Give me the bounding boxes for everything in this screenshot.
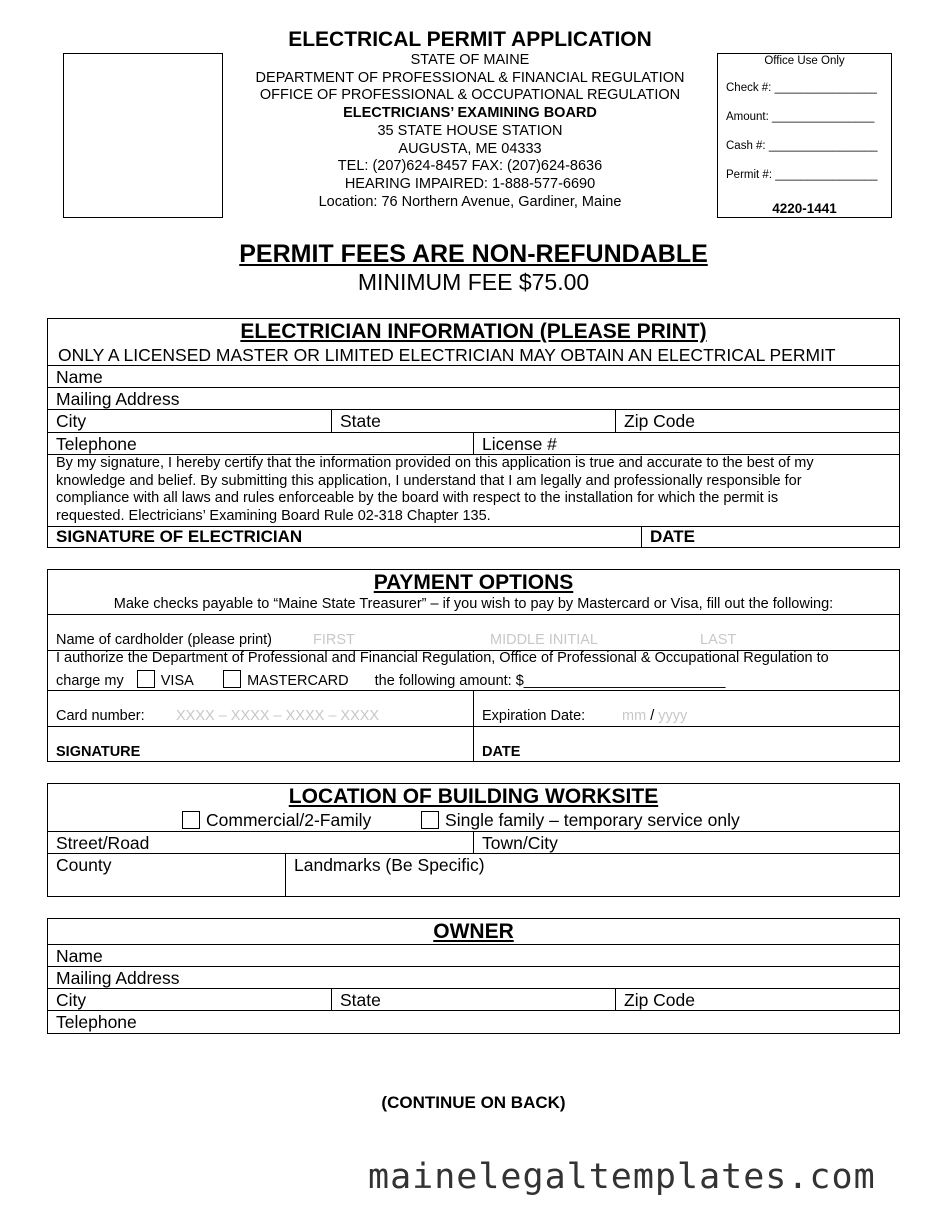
- header-line-state: STATE OF MAINE: [410, 52, 530, 68]
- commercial-label: Commercial/2-Family: [206, 810, 372, 830]
- header-line-board: ELECTRICIANS’ EXAMINING BOARD: [343, 105, 597, 122]
- continue-on-back: (CONTINUE ON BACK): [381, 1093, 566, 1112]
- header-line-hearing: HEARING IMPAIRED: 1-888-577-6690: [344, 175, 596, 192]
- office-cash-field: Cash #: _________________: [726, 140, 878, 152]
- electrician-city-field[interactable]: City: [56, 411, 87, 431]
- logo-placeholder-box: [63, 53, 223, 218]
- worksite-street-field[interactable]: Street/Road: [56, 833, 150, 853]
- electrician-eligibility-note: ONLY A LICENSED MASTER OR LIMITED ELECTRICIAN MAY OBTAIN AN ELECTRICAL PERMIT: [58, 345, 836, 365]
- header-line-office: OFFICE OF PROFESSIONAL & OCCUPATIONAL REGULATION: [259, 87, 681, 104]
- form-title: ELECTRICAL PERMIT APPLICATION: [288, 28, 652, 51]
- owner-section-title: OWNER: [433, 920, 514, 943]
- header-line-station: 35 STATE HOUSE STATION: [377, 122, 563, 139]
- header-line-location: Location: 76 Northern Avenue, Gardiner, Maine: [318, 193, 622, 210]
- non-refundable-notice: PERMIT FEES ARE NON-REFUNDABLE: [239, 240, 708, 268]
- office-amount-field: Amount: ________________: [726, 111, 875, 123]
- owner-mailing-field[interactable]: Mailing Address: [56, 968, 180, 988]
- worksite-county-field[interactable]: County: [56, 855, 112, 875]
- minimum-fee: MINIMUM FEE $75.00: [357, 269, 590, 295]
- owner-city-field[interactable]: City: [56, 990, 87, 1010]
- header-line-department: DEPARTMENT OF PROFESSIONAL & FINANCIAL REGULATION: [255, 69, 685, 86]
- worksite-town-field[interactable]: Town/City: [482, 833, 558, 853]
- owner-zip-field[interactable]: Zip Code: [624, 990, 696, 1010]
- electrician-license-field[interactable]: License #: [482, 434, 557, 454]
- exp-separator: /: [650, 708, 655, 724]
- payment-section: [47, 569, 900, 762]
- header-line-phone: TEL: (207)624-8457 FAX: (207)624-8636: [337, 158, 603, 175]
- card-number-label: Card number:: [56, 708, 145, 724]
- worksite-landmarks-field[interactable]: Landmarks (Be Specific): [294, 855, 485, 875]
- card-number-input[interactable]: XXXX – XXXX – XXXX – XXXX: [176, 708, 380, 724]
- charge-line: [56, 670, 725, 691]
- owner-telephone-field[interactable]: Telephone: [56, 1012, 137, 1032]
- office-permit-field: Permit #: ________________: [726, 169, 878, 181]
- certification-line-4: requested. Electricians’ Examining Board Rule 02-318 Chapter 135.: [56, 507, 491, 524]
- owner-state-field[interactable]: State: [340, 990, 381, 1010]
- electrician-signature-field[interactable]: SIGNATURE OF ELECTRICIAN: [56, 527, 303, 546]
- electrician-mailing-field[interactable]: Mailing Address: [56, 389, 180, 409]
- payment-instructions: Make checks payable to “Maine State Treasurer” – if you wish to pay by Mastercard or Visa, fill out the following:: [113, 596, 834, 612]
- mastercard-checkbox[interactable]: [223, 670, 241, 688]
- single-family-label: Single family – temporary service only: [445, 810, 740, 830]
- payment-signature-field[interactable]: SIGNATURE: [56, 744, 141, 760]
- expiration-input[interactable]: [622, 708, 687, 726]
- electrician-section: [47, 318, 900, 548]
- expiration-label: Expiration Date:: [482, 708, 586, 724]
- payment-date-field[interactable]: DATE: [482, 744, 521, 760]
- cardholder-label: Name of cardholder (please print): [56, 632, 272, 648]
- single-family-checkbox[interactable]: [421, 811, 439, 829]
- form-code: 4220-1441: [772, 201, 837, 216]
- certification-line-1: By my signature, I hereby certify that the information provided on this application is true and accurate to the best of my: [56, 455, 814, 471]
- visa-checkbox[interactable]: [137, 670, 155, 688]
- office-check-field: Check #: ________________: [726, 82, 877, 94]
- agency-header: [228, 28, 712, 211]
- exp-year-placeholder: yyyy: [658, 708, 688, 724]
- amount-field[interactable]: the following amount: $_________________________: [374, 673, 726, 689]
- electrician-name-field[interactable]: Name: [56, 367, 103, 387]
- mastercard-label: MASTERCARD: [247, 673, 349, 689]
- electrician-zip-field[interactable]: Zip Code: [624, 411, 696, 431]
- certification-line-3: compliance with all laws and rules enforceable by the board with respect to the installation for which the permit is: [56, 490, 779, 506]
- owner-section: [47, 918, 900, 1034]
- electrician-state-field[interactable]: State: [340, 411, 381, 431]
- certification-line-2: knowledge and belief. By submitting this application, I understand that I am legally and professionally responsible for: [56, 472, 802, 489]
- charge-my-label: charge my: [56, 673, 124, 689]
- worksite-section-title: LOCATION OF BUILDING WORKSITE: [288, 785, 659, 808]
- site-watermark: mainelegaltemplates.com: [368, 1157, 876, 1197]
- electrician-date-field[interactable]: DATE: [650, 527, 696, 546]
- commercial-checkbox[interactable]: [182, 811, 200, 829]
- payment-section-title: PAYMENT OPTIONS: [373, 571, 574, 594]
- cardholder-middle-input[interactable]: MIDDLE INITIAL: [490, 632, 598, 648]
- header-line-city: AUGUSTA, ME 04333: [398, 140, 542, 157]
- cardholder-first-input[interactable]: FIRST: [313, 632, 355, 648]
- worksite-type-options: [182, 810, 740, 830]
- office-use-box: [717, 53, 892, 218]
- worksite-section: [47, 783, 900, 897]
- electrician-telephone-field[interactable]: Telephone: [56, 434, 137, 454]
- owner-name-field[interactable]: Name: [56, 946, 103, 966]
- cardholder-last-input[interactable]: LAST: [700, 632, 737, 648]
- visa-label: VISA: [160, 673, 194, 689]
- authorization-text: I authorize the Department of Professional and Financial Regulation, Office of Professional & Occupational Regulation to: [56, 650, 829, 666]
- electrician-section-title: ELECTRICIAN INFORMATION (PLEASE PRINT): [240, 320, 707, 343]
- fee-notice: [0, 240, 947, 296]
- exp-month-placeholder: mm: [622, 708, 647, 724]
- office-use-title: Office Use Only: [764, 55, 845, 67]
